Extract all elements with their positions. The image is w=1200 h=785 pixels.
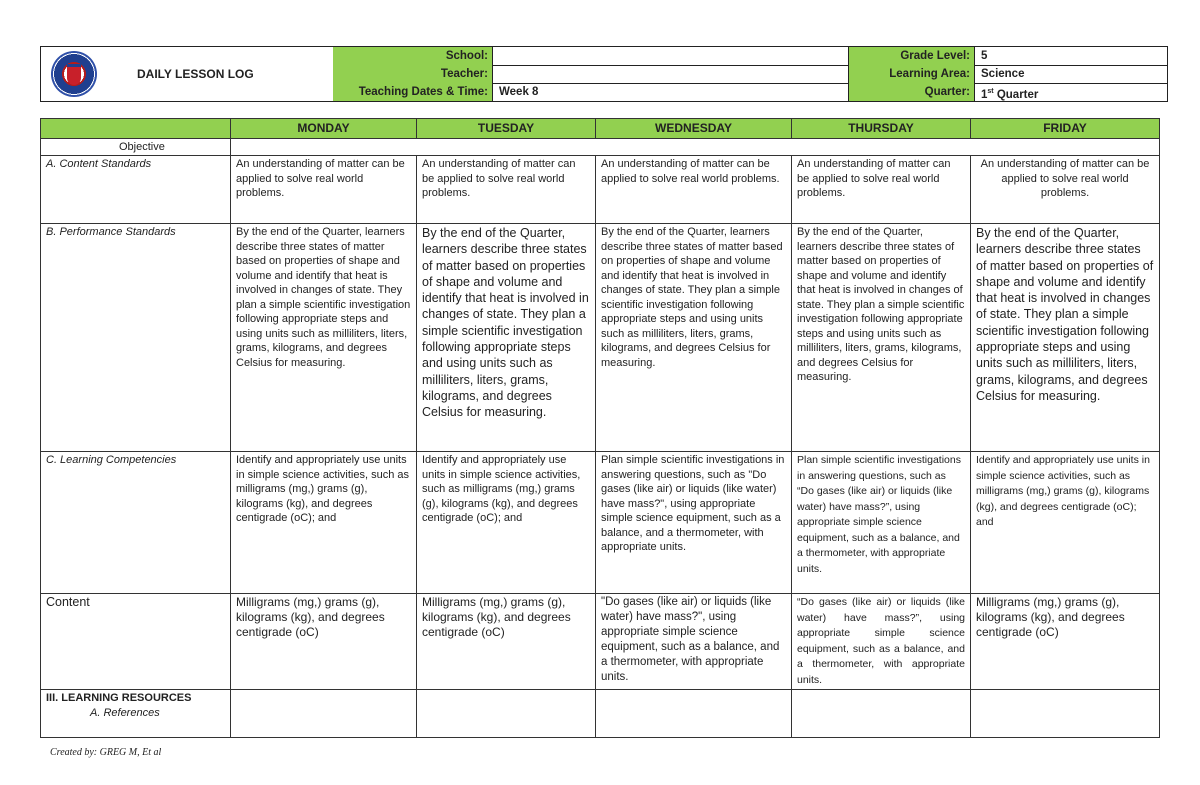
cell-learning-competencies-wednesday[interactable]: Plan simple scientific investigations in answering questions, such as "Do gases (like air) or liquids (like water) have mass?", using appropriate simple science equipment, such as a balance, and a thermometer, with appropriate units. xyxy=(596,452,792,594)
table-row xyxy=(41,594,1160,690)
table-row xyxy=(41,224,1160,452)
learning-area-label: Learning Area: xyxy=(849,65,975,83)
cell-content-monday[interactable]: Milligrams (mg,) grams (g), kilograms (kg), and degrees centigrade (oC) xyxy=(231,594,417,690)
cell-content-thursday[interactable]: “Do gases (like air) or liquids (like water) have mass?”, using appropriate simple science equipment, such as a balance, and a thermometer, with appropriate units. xyxy=(792,594,971,690)
cell-content-standards-wednesday[interactable]: An understanding of matter can be applied to solve real world problems. xyxy=(596,156,792,224)
cell-content-wednesday[interactable]: "Do gases (like air) or liquids (like water) have mass?", using appropriate simple science equipment, such as a balance, and a thermometer, with appropriate units. xyxy=(596,594,792,690)
quarter-suffix: st xyxy=(987,88,994,95)
day-header-friday: FRIDAY xyxy=(971,119,1160,139)
lesson-log-table xyxy=(40,118,1160,738)
objective-cell[interactable] xyxy=(231,138,1160,156)
lesson-log-header xyxy=(40,46,1168,102)
teaching-dates-label: Teaching Dates & Time: xyxy=(333,83,493,101)
cell-performance-standards-tuesday[interactable]: By the end of the Quarter, learners describe three states of matter based on properties of shape and volume and identify that heat is involved in changes of state. They plan a simple scientific investigation following appropriate steps and using units such as milliliters, liters, grams, kilograms, and degrees Celsius for measuring. xyxy=(417,224,596,452)
table-row xyxy=(41,690,1160,738)
quarter-word: Quarter xyxy=(993,88,1039,101)
day-header-thursday: THURSDAY xyxy=(792,119,971,139)
quarter-label: Quarter: xyxy=(849,83,975,101)
row-label-learning-resources xyxy=(41,690,231,738)
row-label-content: Content xyxy=(41,594,231,690)
learning-area-field[interactable]: Science xyxy=(981,68,1025,80)
cell-content-standards-tuesday[interactable]: An understanding of matter can be applied to solve real world problems. xyxy=(417,156,596,224)
teacher-label: Teacher: xyxy=(333,65,493,83)
row-label-learning-competencies: C. Learning Competencies xyxy=(41,452,231,594)
quarter-number: 1 xyxy=(981,88,988,101)
header-title-cell xyxy=(41,47,334,101)
cell-performance-standards-friday[interactable]: By the end of the Quarter, learners describe three states of matter based on properties of shape and volume and identify that heat is involved in changes of state. They plan a simple scientific investigation following appropriate steps and using units such as milliliters, liters, grams, kilograms, and degrees Celsius for measuring. xyxy=(971,224,1160,452)
school-field[interactable] xyxy=(493,47,849,65)
quarter-field[interactable] xyxy=(975,83,1167,101)
cell-references-tuesday[interactable] xyxy=(417,690,596,738)
cell-performance-standards-monday[interactable]: By the end of the Quarter, learners describe three states of matter based on properties of shape and volume and identify that heat is involved in changes of state. They plan a simple scientific investigation following appropriate steps and using units such as milliliters, liters, grams, kilograms, and degrees Celsius for measuring. xyxy=(231,224,417,452)
cell-content-friday[interactable]: Milligrams (mg,) grams (g), kilograms (kg), and degrees centigrade (oC) xyxy=(971,594,1160,690)
corner-cell xyxy=(41,119,231,139)
table-row xyxy=(41,452,1160,594)
day-header-tuesday: TUESDAY xyxy=(417,119,596,139)
cell-references-wednesday[interactable] xyxy=(596,690,792,738)
cell-learning-competencies-tuesday[interactable]: Identify and appropriately use units in simple science activities, such as milligrams (mg,) grams (g), kilograms (kg), and degrees centigrade (oC); and xyxy=(417,452,596,594)
cell-content-standards-thursday[interactable]: An understanding of matter can be applied to solve real world problems. xyxy=(792,156,971,224)
learning-resources-heading: III. LEARNING RESOURCES xyxy=(46,692,192,704)
teacher-field[interactable] xyxy=(493,65,849,83)
cell-references-friday[interactable] xyxy=(971,690,1160,738)
day-header-row xyxy=(41,119,1160,139)
cell-learning-competencies-monday[interactable]: Identify and appropriately use units in simple science activities, such as milligrams (mg,) grams (g), kilograms (kg), and degrees centigrade (oC); and xyxy=(231,452,417,594)
cell-content-standards-friday[interactable]: An understanding of matter can be applied to solve real world problems. xyxy=(971,156,1160,224)
cell-references-thursday[interactable] xyxy=(792,690,971,738)
grade-level-field[interactable]: 5 xyxy=(981,50,988,62)
day-header-monday: MONDAY xyxy=(231,119,417,139)
school-label: School: xyxy=(333,47,493,65)
grade-level-label: Grade Level: xyxy=(849,47,975,65)
cell-content-tuesday[interactable]: Milligrams (mg,) grams (g), kilograms (kg), and degrees centigrade (oC) xyxy=(417,594,596,690)
objective-row xyxy=(41,138,1160,156)
day-header-wednesday: WEDNESDAY xyxy=(596,119,792,139)
cell-performance-standards-wednesday[interactable]: By the end of the Quarter, learners describe three states of matter based on properties of shape and volume and identify that heat is involved in changes of state. They plan a simple scientific investigation following appropriate steps and using units such as milliliters, liters, grams, kilograms, and degrees Celsius for measuring. xyxy=(596,224,792,452)
objective-label: Objective xyxy=(41,138,231,156)
page-title: DAILY LESSON LOG xyxy=(137,67,254,81)
cell-references-monday[interactable] xyxy=(231,690,417,738)
cell-learning-competencies-friday[interactable]: Identify and appropriately use units in simple science activities, such as milligrams (mg,) grams (g), kilograms (kg), and degrees centigrade (oC); and xyxy=(971,452,1160,594)
row-label-content-standards: A. Content Standards xyxy=(41,156,231,224)
row-label-performance-standards: B. Performance Standards xyxy=(41,224,231,452)
cell-learning-competencies-thursday[interactable]: Plan simple scientific investigations in answering questions, such as “Do gases (like air) or liquids (like water) have mass?”, using appropriate simple science equipment, such as a balance, and a thermometer, with appropriate units. xyxy=(792,452,971,594)
teaching-dates-field[interactable]: Week 8 xyxy=(493,83,849,101)
table-row xyxy=(41,156,1160,224)
cell-performance-standards-thursday[interactable]: By the end of the Quarter, learners describe three states of matter based on properties of shape and volume and identify that heat is involved in changes of state. They plan a simple scientific investigation following appropriate steps and using units such as milliliters, liters, grams, kilograms, and degrees Celsius for measuring. xyxy=(792,224,971,452)
footer-credit: Created by: GREG M, Et al xyxy=(50,747,162,758)
deped-seal-logo xyxy=(51,51,97,97)
cell-content-standards-monday[interactable]: An understanding of matter can be applied to solve real world problems. xyxy=(231,156,417,224)
seal-shield-icon xyxy=(67,64,81,85)
references-subheading: A. References xyxy=(90,706,160,719)
